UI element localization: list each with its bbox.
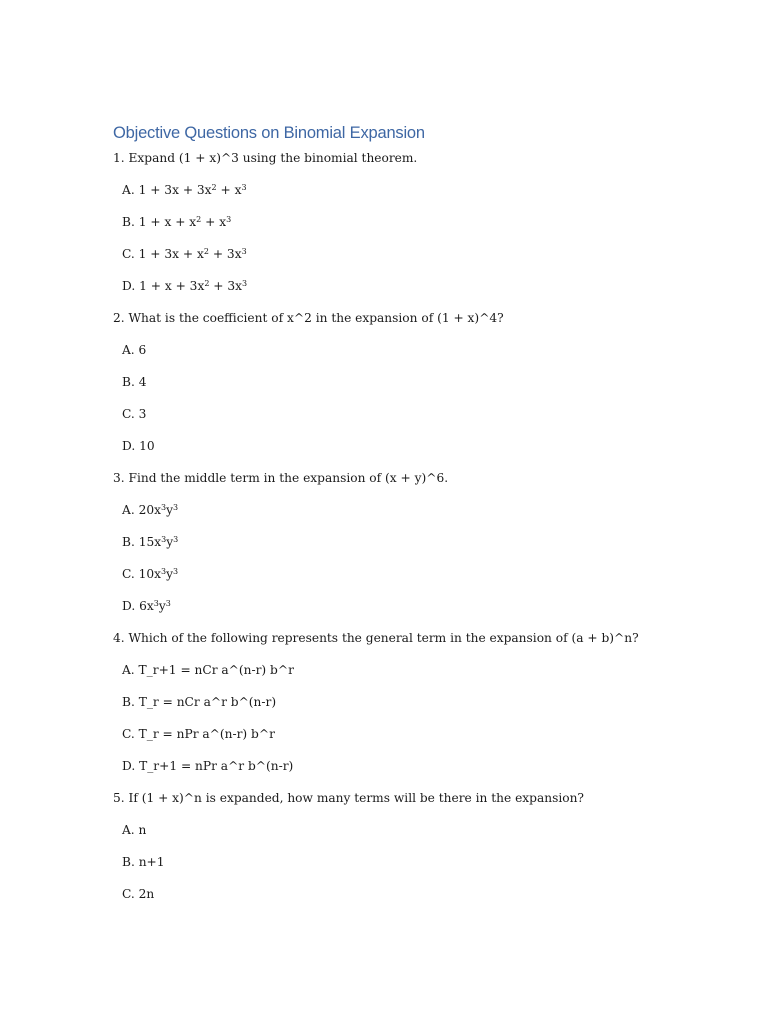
question-1-option-a: A. $1 + 3x + 3x^2 + x^3$ [122,183,247,197]
question-2-option-a: A. 6 [122,343,147,357]
question-2-option-b: B. 4 [122,375,147,389]
question-3-option-b: B. $15x^3y^3$ [122,535,179,549]
question-4-option-a: A. T_r+1 = nCr a^(n-r) b^r [122,663,294,677]
question-5: 5. If (1 + x)^n is expanded, how many terms will be there in the expansion? [113,791,584,805]
question-3-option-c: C. $10x^3y^3$ [122,567,179,581]
question-2: 2. What is the coefficient of x^2 in the expansion of (1 + x)^4? [113,311,504,325]
question-4: 4. Which of the following represents the general term in the expansion of (a + b)^n? [113,631,639,645]
question-3-option-a: A. $20x^3y^3$ [122,503,179,517]
question-5-option-b: B. n+1 [122,855,165,869]
question-4-option-b: B. T_r = nCr a^r b^(n-r) [122,695,277,709]
question-2-option-c: C. 3 [122,407,147,421]
question-1-option-b: B. $1 + x + x^2 + x^3$ [122,215,232,229]
question-1-option-d: D. $1 + x + 3x^2 + 3x^3$ [122,279,248,293]
question-3-option-d: D. $6x^3y^3$ [122,599,171,613]
question-3: 3. Find the middle term in the expansion of (x + y)^6. [113,471,449,485]
question-4-option-d: D. T_r+1 = nPr a^r b^(n-r) [122,759,294,773]
question-1: 1. Expand (1 + x)^3 using the binomial theorem. [113,151,418,165]
question-5-option-a: A. n [122,823,147,837]
question-2-option-d: D. 10 [122,439,155,453]
document-title: Objective Questions on Binomial Expansion [113,124,425,142]
question-5-option-c: C. 2n [122,887,155,901]
question-1-option-c: C. $1 + 3x + x^2 + 3x^3$ [122,247,247,261]
question-4-option-c: C. T_r = nPr a^(n-r) b^r [122,727,275,741]
